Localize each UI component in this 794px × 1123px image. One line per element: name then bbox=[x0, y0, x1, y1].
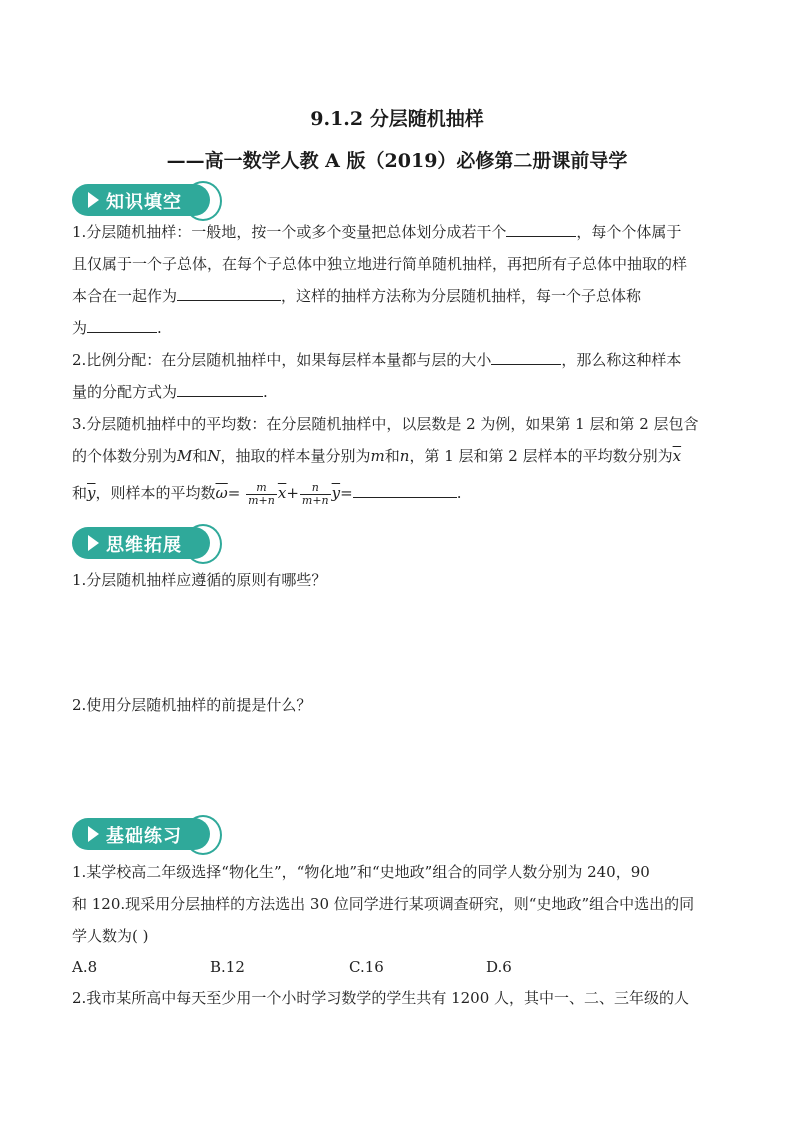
document-subtitle: ——高一数学人教 A 版（2019）必修第二册课前导学 bbox=[166, 150, 628, 172]
k3-line-1: 3.分层随机抽样中的平均数：在分层随机抽样中，以层数是 2 为例，如果第 1 层和第 2 层包含 bbox=[72, 415, 699, 433]
text: ，那么称这种样本 bbox=[561, 351, 682, 369]
text: 的个体数分别为 bbox=[72, 447, 178, 465]
text: 2.比例分配：在分层随机抽样中，如果每层样本量都与层的大小 bbox=[72, 351, 492, 369]
text: ，第 1 层和第 2 层样本的平均数分别为 bbox=[409, 447, 673, 465]
document-title: 9.1.2 分层随机抽样 bbox=[310, 108, 484, 130]
k1-line-4 bbox=[72, 318, 162, 338]
play-icon bbox=[88, 535, 99, 551]
section-label: 基础练习 bbox=[106, 826, 182, 847]
fill-blank[interactable] bbox=[177, 286, 281, 301]
var-y-bar: $\overline{y}$ bbox=[87, 484, 96, 502]
var-omega-bar: $\overline{\omega}$ bbox=[215, 484, 228, 502]
equals-sign: = bbox=[340, 484, 353, 502]
var-N: N bbox=[207, 447, 221, 465]
practice-1-line-1: 1.某学校高二年级选择“物化生”，“物化地”和“史地政”组合的同学人数分别为 240，90 bbox=[72, 863, 650, 881]
fill-blank[interactable] bbox=[506, 222, 576, 237]
banner-ring bbox=[184, 524, 222, 564]
text: . bbox=[263, 383, 268, 401]
k2-line-2 bbox=[72, 382, 268, 402]
k1-line-1 bbox=[72, 222, 681, 242]
fill-blank[interactable] bbox=[87, 318, 157, 333]
plus-sign: + bbox=[286, 484, 299, 502]
text: 本合在一起作为 bbox=[72, 287, 178, 305]
practice-1-line-2: 和 120.现采用分层抽样的方法选出 30 位同学进行某项调查研究，则“史地政”组合中选出的同 bbox=[72, 895, 695, 913]
k3-line-3 bbox=[72, 480, 461, 507]
practice-1-line-3: 学人数为( ) bbox=[72, 927, 149, 945]
fraction-m bbox=[246, 482, 277, 507]
fill-blank[interactable] bbox=[353, 483, 457, 498]
text: ，每个个体属于 bbox=[576, 223, 682, 241]
text: . bbox=[456, 484, 462, 502]
var-n: n bbox=[399, 447, 410, 465]
option-c[interactable]: C.16 bbox=[349, 958, 384, 976]
denominator: m+n bbox=[301, 493, 329, 507]
thinking-question-1: 1.分层随机抽样应遵循的原则有哪些？ bbox=[72, 571, 327, 589]
text: 和 bbox=[384, 447, 400, 465]
numerator: n bbox=[300, 482, 331, 495]
text: 量的分配方式为 bbox=[72, 383, 178, 401]
section-label: 思维拓展 bbox=[106, 535, 182, 556]
section-banner-thinking bbox=[72, 524, 220, 562]
text: 1.分层随机抽样：一般地，按一个或多个变量把总体划分成若干个 bbox=[72, 223, 507, 241]
text: ，抽取的样本量分别为 bbox=[220, 447, 371, 465]
fill-blank[interactable] bbox=[177, 382, 263, 397]
practice-2-line-1: 2.我市某所高中每天至少用一个小时学习数学的学生共有 1200 人，其中一、二、三年级的人 bbox=[72, 989, 690, 1007]
play-icon bbox=[88, 192, 99, 208]
k1-line-2: 且仅属于一个子总体，在每个子总体中独立地进行简单随机抽样，再把所有子总体中抽取的样 bbox=[72, 255, 688, 273]
section-label: 知识填空 bbox=[106, 192, 182, 213]
play-icon bbox=[88, 826, 99, 842]
text: . bbox=[157, 319, 162, 337]
var-x-bar: $\overline{x}$ bbox=[672, 447, 682, 465]
banner-ring bbox=[184, 181, 222, 221]
text: 和 bbox=[72, 484, 88, 502]
equals-sign: = bbox=[227, 484, 241, 502]
var-x-bar: $\overline{x}$ bbox=[277, 484, 287, 502]
k3-line-2 bbox=[72, 446, 681, 466]
fraction-n bbox=[300, 482, 331, 507]
option-a[interactable]: A.8 bbox=[72, 958, 98, 976]
text: ，这样的抽样方法称为分层随机抽样，每一个子总体称 bbox=[281, 287, 642, 305]
k2-line-1 bbox=[72, 350, 681, 370]
text: ，则样本的平均数 bbox=[95, 484, 216, 502]
fill-blank[interactable] bbox=[491, 350, 561, 365]
numerator: m bbox=[246, 482, 277, 495]
denominator: m+n bbox=[248, 493, 275, 507]
var-M: M bbox=[177, 447, 193, 465]
text: 和 bbox=[192, 447, 208, 465]
section-banner-practice bbox=[72, 815, 220, 853]
thinking-question-2: 2.使用分层随机抽样的前提是什么？ bbox=[72, 696, 312, 714]
var-m: m bbox=[370, 447, 385, 465]
banner-ring bbox=[184, 815, 222, 855]
section-banner-knowledge bbox=[72, 181, 220, 219]
option-b[interactable]: B.12 bbox=[210, 958, 245, 976]
option-d[interactable]: D.6 bbox=[486, 958, 512, 976]
k1-line-3 bbox=[72, 286, 641, 306]
text: 为 bbox=[72, 319, 88, 337]
var-y-bar: $\overline{y}$ bbox=[331, 484, 341, 502]
